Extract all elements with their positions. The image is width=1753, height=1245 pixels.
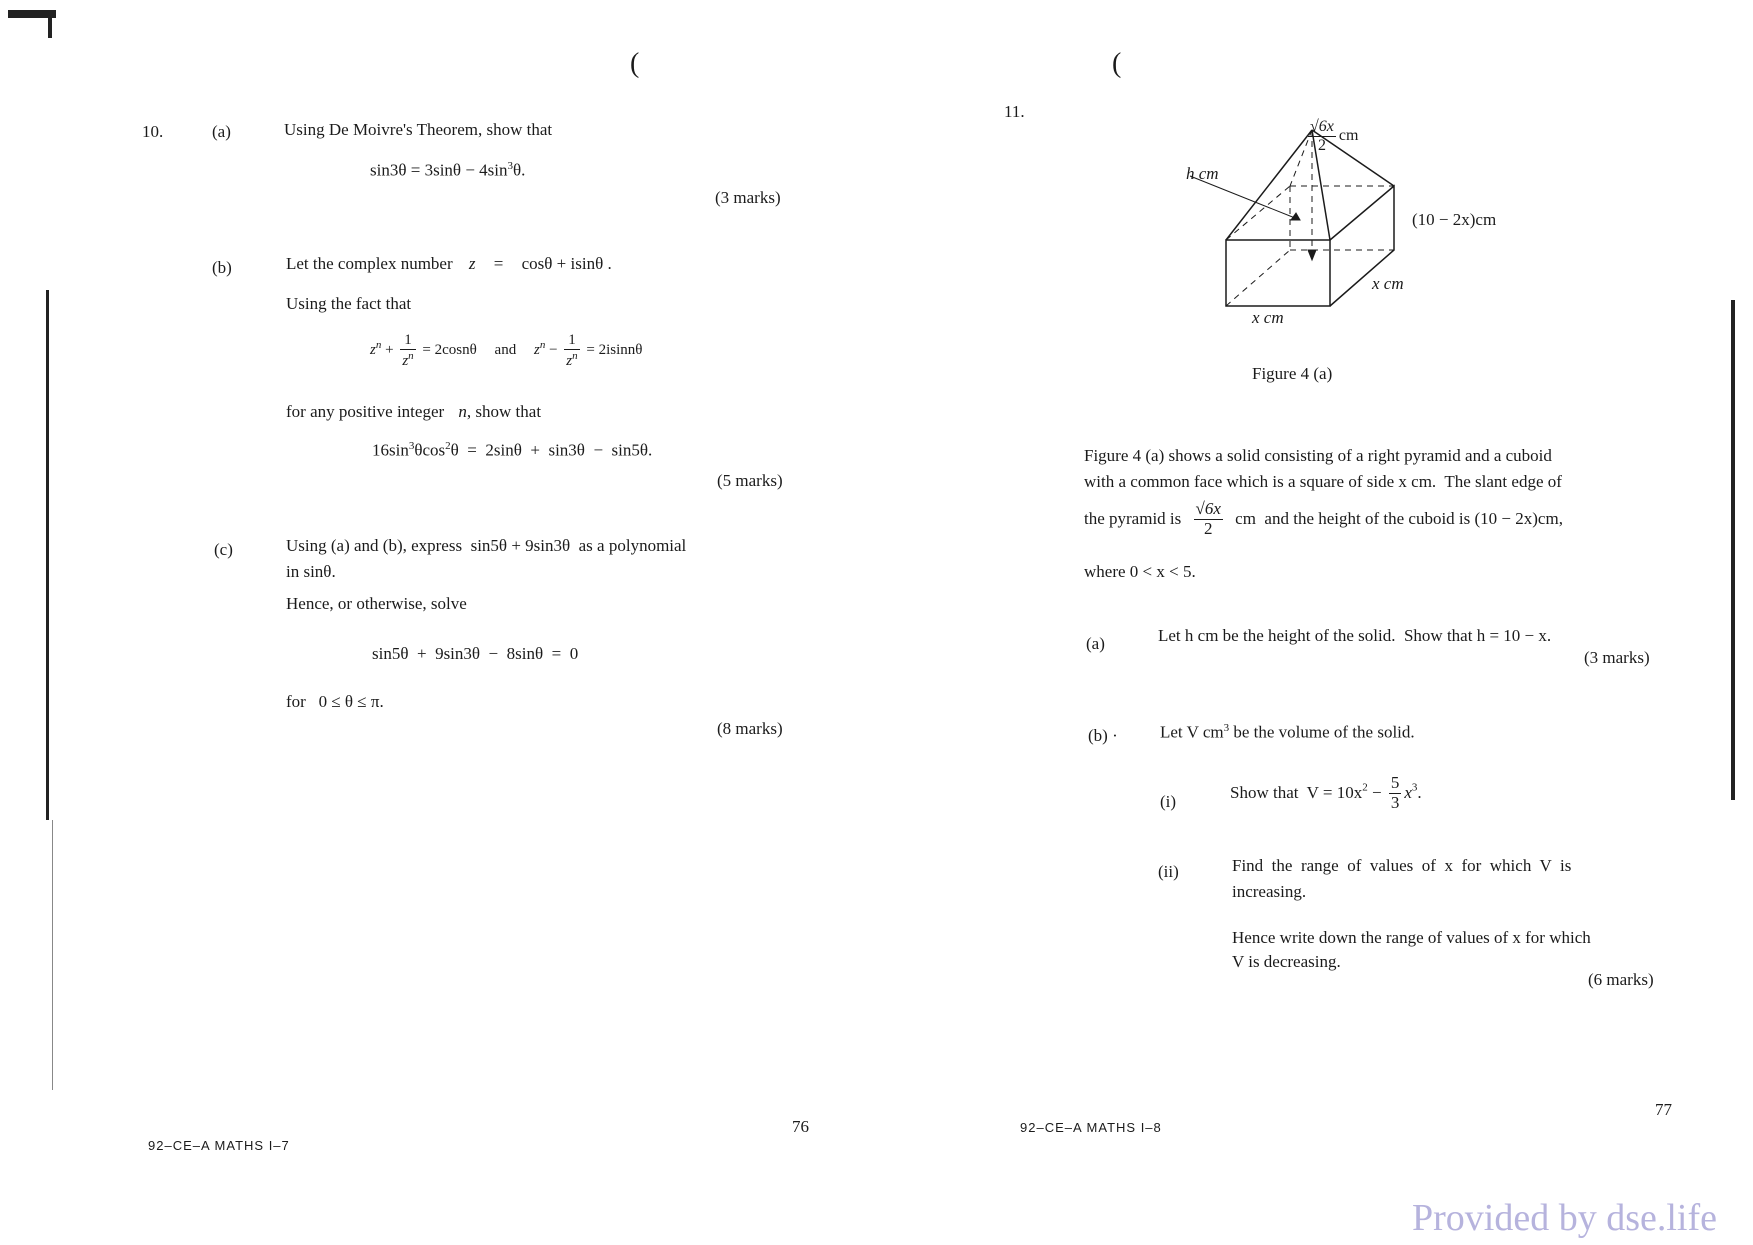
q10c-for: for 0 ≤ θ ≤ π.: [286, 692, 384, 711]
q10c-line3: Hence, or otherwise, solve: [286, 594, 467, 613]
fig-height-label: (10 − 2x)cm: [1412, 210, 1497, 229]
q10a-equation: $\sin 3\theta = 3\sin\theta - 4\sin^3\theta$.: [370, 160, 526, 180]
q11-desc-frac: [1194, 500, 1223, 538]
fig-slant-num: √6x: [1310, 118, 1334, 135]
q10a-eq-rhs-b: 4sin: [479, 160, 508, 180]
q11a-marks: (3 marks): [1584, 648, 1650, 667]
q11b-sup: 3: [1223, 722, 1230, 734]
q11b-marks: (6 marks): [1588, 970, 1654, 989]
q10b-zexpr: cosθ + isinθ .: [521, 254, 612, 273]
q10a-eq-minus: −: [465, 160, 475, 180]
fig-slant-label: [1305, 118, 1358, 154]
fig-h-label: h cm: [1186, 164, 1219, 183]
q10c-line2: in sinθ.: [286, 562, 336, 581]
q10c-line1: Using (a) and (b), express sin5θ + 9sin3θ as a polynomial: [286, 536, 687, 555]
q11-desc-frac-den: 2: [1203, 518, 1213, 538]
q11b-ii-label: (ii): [1158, 862, 1179, 881]
q11b-i-num: 5: [1390, 773, 1400, 792]
q10a-eq-sup: 3: [507, 160, 513, 172]
q11b-i-frac: [1389, 774, 1402, 812]
q11b-i-den: 3: [1390, 792, 1400, 812]
fig-slant-unit: cm: [1338, 126, 1359, 144]
f1-num: 1: [400, 332, 415, 350]
left-page-number: 76: [792, 1117, 809, 1136]
q11b-i-label: (i): [1160, 792, 1177, 811]
height-arrow-head: [1308, 250, 1316, 260]
q11b-i-sup: 2: [1362, 781, 1368, 794]
q11-desc-line3: [1084, 500, 1563, 538]
q11b-i-minus: −: [1371, 783, 1382, 803]
f1-densup: n: [408, 349, 414, 362]
scan-corner-stem: [48, 10, 52, 38]
q10b-eqsign: =: [493, 254, 504, 273]
q10a-marks: (3 marks): [715, 188, 781, 207]
f1-z: z: [370, 341, 376, 358]
q11-desc-line1: Figure 4 (a) shows a solid consisting of a right pyramid and a cuboid: [1084, 446, 1552, 465]
q11-desc-frac-num: √6x: [1195, 499, 1221, 518]
q11b-ii-line2: increasing.: [1232, 882, 1307, 901]
q10b-line1: [286, 254, 612, 274]
f2-z: z: [533, 341, 540, 358]
right-page-number: 77: [1655, 1100, 1672, 1119]
q10b-facts-equations: [370, 332, 642, 369]
fig-side-right-label: x cm: [1372, 274, 1404, 293]
q10a-eq-lhs: sin3θ: [370, 160, 407, 180]
q10b-fact: Using the fact that: [286, 294, 412, 313]
q10c-marks: (8 marks): [717, 719, 783, 738]
q10b-equation: [372, 440, 652, 461]
q11-desc-line2: with a common face which is a square of side x cm. The slant edge of: [1084, 472, 1562, 491]
q10a-text: Using De Moivre's Theorem, show that: [284, 120, 553, 139]
fig-slant-frac: [1308, 118, 1336, 154]
right-footer: 92–CE–A MATHS I–8: [1020, 1120, 1162, 1135]
f2-minus: −: [549, 341, 558, 358]
f2-num: 1: [564, 332, 579, 350]
q11b-i-end: .: [1417, 783, 1422, 803]
q11a-text: Let h cm be the height of the solid. Show that h = 10 − x.: [1158, 626, 1552, 645]
figure-caption: Figure 4 (a): [1252, 364, 1333, 383]
figure-4a-solid: [1150, 120, 1410, 320]
left-footer: 92–CE–A MATHS I–7: [148, 1138, 290, 1153]
f1-plus: +: [385, 341, 394, 358]
q11-desc-line4: where 0 < x < 5.: [1084, 562, 1196, 581]
q11b-i-equation: [1230, 774, 1422, 812]
right-page-paren: (: [1112, 48, 1122, 79]
f2-fraction: [564, 332, 579, 369]
q11b-text-pre: Let V cm: [1160, 722, 1224, 742]
q10b-text-pre: Let the complex number: [286, 254, 453, 273]
right-binding-edge: [1731, 300, 1735, 800]
fig-side-bottom-label: x cm: [1252, 308, 1284, 327]
q11b-label: (b) ·: [1088, 726, 1118, 745]
f2-den: z: [566, 352, 573, 369]
q10a-label: (a): [212, 122, 231, 141]
q10b-label: (b): [212, 258, 232, 277]
facts-and: and: [494, 341, 517, 358]
f2-densup: n: [572, 349, 578, 362]
q11b-text: [1160, 722, 1415, 743]
f1-den: z: [402, 352, 409, 369]
q11b-ii-line4: V is decreasing.: [1232, 952, 1341, 971]
f1-sup: n: [375, 338, 382, 351]
q10b-marks: (5 marks): [717, 471, 783, 490]
f2-rhs: = 2isinnθ: [586, 341, 643, 358]
q10b-n: n: [458, 402, 467, 421]
q10b-eq2-b: θcos: [414, 440, 446, 460]
q11a-label: (a): [1086, 634, 1105, 653]
f1-rhs: = 2cosnθ: [422, 341, 477, 358]
q10b-eq2-a: 16sin: [372, 440, 409, 460]
q10b-for-text: for any positive integer: [286, 402, 445, 421]
left-binding-edge: [46, 290, 49, 820]
q10b-eq2-sb: 2: [445, 440, 451, 452]
q11b-text-post: be the volume of the solid.: [1229, 722, 1415, 742]
left-page-paren: (: [630, 48, 640, 79]
q11-desc-line3-post: cm and the height of the cuboid is (10 − 2x)cm,: [1235, 509, 1563, 529]
q11b-ii-line1: Find the range of values of x for which V is: [1232, 856, 1572, 875]
q11-desc-line3-pre: the pyramid is: [1084, 509, 1182, 529]
q10b-eq2-c: θ = 2sinθ + sin3θ − sin5θ.: [450, 440, 653, 460]
q10a-eq-rhs-a: 3sinθ: [424, 160, 462, 180]
fig-slant-den: 2: [1317, 136, 1326, 154]
q10a-eq-tail: θ.: [513, 160, 526, 180]
q10b-eq2-sa: 3: [408, 440, 415, 452]
q11b-i-tail: x: [1404, 783, 1412, 803]
q10b-for-line: [286, 402, 541, 422]
q10b-show: , show that: [466, 402, 542, 421]
q10b-z: z: [468, 254, 476, 273]
hidden-bottom-left: [1226, 250, 1290, 306]
q11b-ii-line3: Hence write down the range of values of x for which: [1232, 928, 1591, 947]
pyramid-edge-left: [1226, 130, 1312, 240]
f2-sup: n: [539, 338, 546, 351]
q10c-equation: sin5θ + 9sin3θ − 8sinθ = 0: [372, 644, 579, 663]
watermark: Provided by dse.life: [1412, 1197, 1718, 1239]
question-10-number: 10.: [142, 122, 164, 141]
question-11-number: 11.: [1004, 102, 1025, 121]
left-binding-edge-lower: [52, 820, 53, 1090]
q11b-i-pre: Show that V = 10x: [1230, 783, 1363, 803]
q10c-label: (c): [214, 540, 233, 559]
f1-fraction: [400, 332, 415, 369]
q11b-i-tailsup: 3: [1411, 781, 1418, 794]
